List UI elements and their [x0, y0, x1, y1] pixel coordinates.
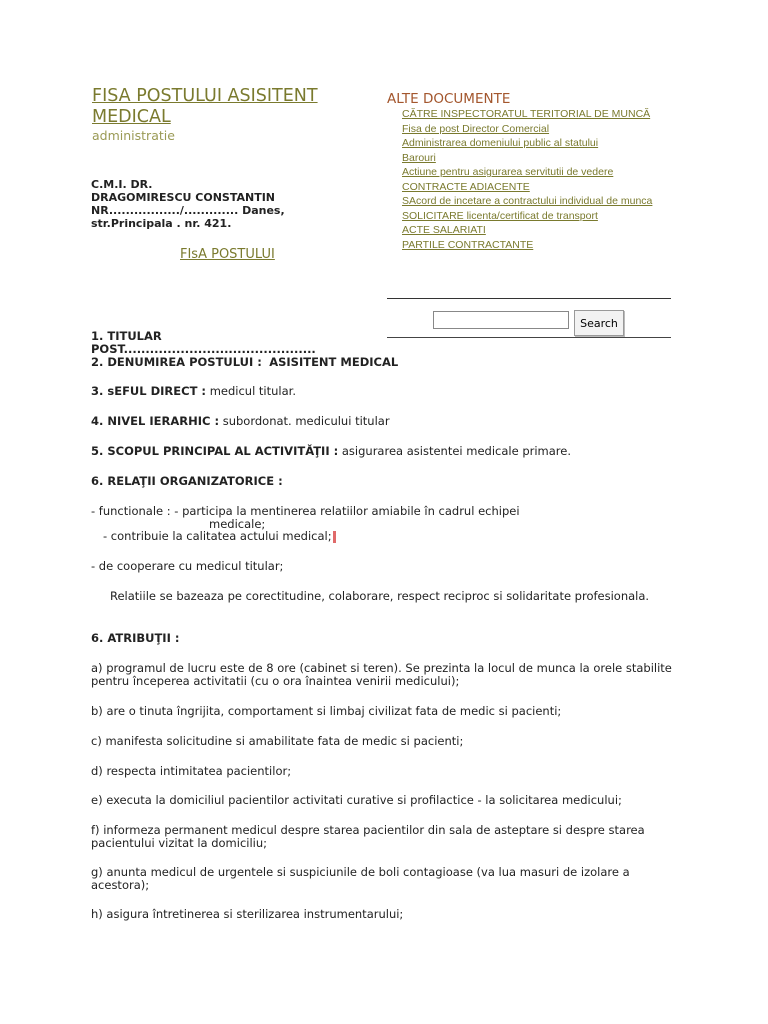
- list-item: [402, 108, 667, 120]
- section-nivel: [91, 415, 691, 428]
- section-label: 5. SCOPUL PRINCIPAL AL ACTIVITĂŢII :: [91, 444, 339, 458]
- text-cursor: [333, 531, 336, 543]
- relatii-cooperare: - de cooperare cu medicul titular;: [91, 559, 284, 573]
- relatii-functionale: - functionale : - participa la mentinerea relatiilor amiabile în cadrul echipei: [91, 504, 520, 518]
- job-title-value: ASISITENT MEDICAL: [269, 355, 399, 369]
- list-item: [402, 210, 667, 222]
- related-document-link[interactable]: CĂTRE INSPECTORATUL TERITORIAL DE MUNCĂ: [402, 108, 651, 120]
- list-item: [402, 181, 667, 193]
- section-label: 4. NIVEL IERARHIC :: [91, 414, 220, 428]
- sender-line: NR................./............. Danes,: [91, 204, 285, 217]
- atributie-item: d) respecta intimitatea pacientilor;: [91, 764, 292, 778]
- list-item: [402, 123, 667, 135]
- document-title[interactable]: FISA POSTULUI ASISITENT MEDICAL: [92, 86, 318, 127]
- sender-block: [91, 178, 361, 230]
- section-value: medicul titular.: [209, 384, 296, 398]
- related-documents-list: [402, 108, 667, 253]
- section-relatii-heading: 6. RELAŢII ORGANIZATORICE :: [91, 474, 283, 488]
- related-document-link[interactable]: Actiune pentru asigurarea servitutii de vedere: [402, 166, 614, 178]
- atributie-item: a) programul de lucru este de 8 ore (cabinet si teren). Se prezinta la locul de munca la orele stabilite pentru începerea activitatii (cu o ora înaintea venirii medicului);: [91, 661, 672, 688]
- related-document-link[interactable]: SAcord de incetare a contractului individual de munca: [402, 195, 653, 207]
- related-document-link[interactable]: SOLICITARE licenta/certificat de transport: [402, 209, 598, 222]
- titular-post-line: POST............................................: [91, 342, 316, 356]
- related-document-link[interactable]: CONTRACTE ADIACENTE: [402, 180, 530, 193]
- section-label: 3. sEFUL DIRECT :: [91, 384, 207, 398]
- list-item: [402, 239, 667, 251]
- section-value: subordonat. medicului titular: [222, 414, 390, 428]
- search-button[interactable]: Search: [574, 310, 624, 336]
- relatii-contributie: [103, 530, 703, 543]
- atributie-item: h) asigura întretinerea si sterilizarea instrumentarului;: [91, 907, 404, 921]
- sender-line: C.M.I. DR.: [91, 178, 153, 191]
- related-document-link[interactable]: Fisa de post Director Comercial: [402, 122, 550, 135]
- relatii-functionale-cont: medicale;: [209, 517, 266, 531]
- section-sef: [91, 385, 691, 398]
- sender-line: str.Principala . nr. 421.: [91, 217, 232, 230]
- list-item: [402, 166, 667, 178]
- titular-label: 1. TITULAR: [91, 329, 162, 343]
- atributie-item: g) anunta medicul de urgentele si suspiciunile de boli contagioase (va lua masuri de izolare a acestora);: [91, 865, 630, 892]
- atributie-item: c) manifesta solicitudine si amabilitate fata de medic si pacienti;: [91, 734, 464, 748]
- document-category: administratie: [92, 128, 175, 143]
- list-item: [402, 195, 667, 207]
- section-scop: [91, 445, 691, 458]
- atributie-item: e) executa la domiciliul pacientilor activitati curative si profilactice - la solicitarea medicului;: [91, 793, 622, 807]
- list-item: [402, 137, 667, 149]
- section-value: asigurarea asistentei medicale primare.: [341, 444, 572, 458]
- section-label: 2. DENUMIREA POSTULUI :: [91, 355, 262, 369]
- atributie-item: b) are o tinuta îngrijita, comportament si limbaj civilizat fata de medic si pacienti;: [91, 704, 562, 718]
- search-input[interactable]: [433, 311, 569, 329]
- divider: [387, 298, 671, 299]
- list-item: [402, 224, 667, 236]
- related-document-link[interactable]: Administrarea domeniului public al statului: [402, 137, 599, 149]
- sidebar-heading: ALTE DOCUMENTE: [387, 91, 511, 107]
- list-item: [402, 152, 667, 164]
- related-document-link[interactable]: ACTE SALARIATI: [402, 224, 486, 236]
- relatii-contributie-text: - contribuie la calitatea actului medical;: [103, 529, 332, 543]
- document-heading-link[interactable]: FIsA POSTULUI: [180, 247, 275, 262]
- related-document-link[interactable]: PARTILE CONTRACTANTE: [402, 238, 534, 251]
- relatii-paragraph: Relatiile se bazeaza pe corectitudine, colaborare, respect reciproc si solidaritate profesionala.: [110, 589, 650, 603]
- atributie-item: f) informeza permanent medicul despre starea pacientilor din sala de asteptare si despre starea pacientului vizitat la domiciliu;: [91, 823, 645, 850]
- sender-line: DRAGOMIRESCU CONSTANTIN: [91, 191, 275, 204]
- section-denumire: [91, 356, 691, 369]
- related-document-link[interactable]: Barouri: [402, 151, 436, 164]
- section-atributii-heading: 6. ATRIBUŢII :: [91, 631, 180, 645]
